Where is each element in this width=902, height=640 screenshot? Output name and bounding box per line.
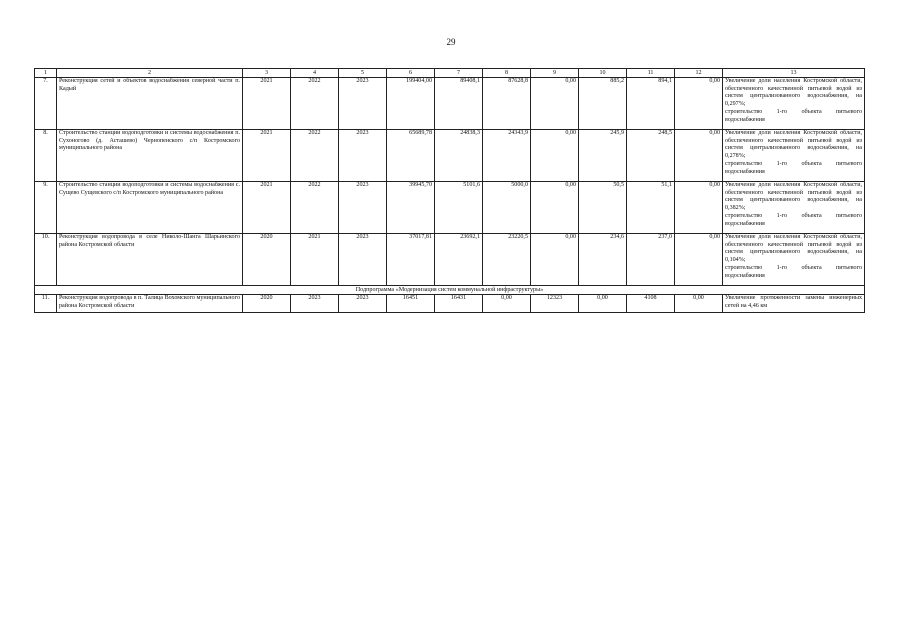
- middle-year: 2022: [291, 130, 339, 182]
- end-year: 2023: [339, 234, 387, 286]
- expected-result: [723, 182, 865, 234]
- extra-budget: 0,00: [675, 130, 723, 182]
- extra-budget: 0,00: [675, 234, 723, 286]
- estimated-cost: 16451: [387, 295, 435, 313]
- total-funding: 16431: [435, 295, 483, 313]
- start-year: 2020: [243, 234, 291, 286]
- object-name: Реконструкция водопровода в селе Николо-Шанга Шарьинского района Костромской области: [57, 234, 243, 286]
- column-header: 13: [723, 69, 865, 78]
- estimated-cost: 65689,78: [387, 130, 435, 182]
- subprogram-row: [35, 286, 865, 295]
- extra-budget: 0,00: [675, 78, 723, 130]
- result-text: Увеличение доли населения Костромской области, обеспеченного качественной питьевой водой из систем централизованного водоснабжения, на 0,297%;: [725, 78, 862, 108]
- other-sources: 51,1: [627, 182, 675, 234]
- column-header: 11: [627, 69, 675, 78]
- estimated-cost: 37017,81: [387, 234, 435, 286]
- expected-result: Увеличение протяженности замены инженерных сетей на 4,46 км: [723, 295, 865, 313]
- column-header: 12: [675, 69, 723, 78]
- total-funding: 89408,1: [435, 78, 483, 130]
- start-year: 2021: [243, 78, 291, 130]
- regional-budget: 0,00: [531, 78, 579, 130]
- column-header: 6: [387, 69, 435, 78]
- result-text-2: строительство 1-го объекта питьевого водоснабжения: [725, 108, 862, 123]
- other-sources: 248,5: [627, 130, 675, 182]
- start-year: 2021: [243, 130, 291, 182]
- result-text: Увеличение доли населения Костромской области, обеспеченного качественной питьевой водой из систем централизованного водоснабжения, на 0,278%;: [725, 130, 862, 160]
- federal-budget: 87628,8: [483, 78, 531, 130]
- column-header: 3: [243, 69, 291, 78]
- total-funding: 24838,3: [435, 130, 483, 182]
- table-row: [35, 234, 865, 286]
- local-budget: 234,6: [579, 234, 627, 286]
- column-header: 5: [339, 69, 387, 78]
- column-header: 7: [435, 69, 483, 78]
- expected-result: [723, 78, 865, 130]
- other-sources: 894,1: [627, 78, 675, 130]
- end-year: 2023: [339, 78, 387, 130]
- regional-budget: 12323: [531, 295, 579, 313]
- result-text: Увеличение доли населения Костромской области, обеспеченного качественной питьевой водой из систем централизованного водоснабжения, на 0,382%;: [725, 182, 862, 212]
- page-number: 29: [446, 37, 456, 47]
- column-header: 1: [35, 69, 57, 78]
- table-row: [35, 78, 865, 130]
- table-row: [35, 182, 865, 234]
- result-text: Увеличение доли населения Костромской области, обеспеченного качественной питьевой водой из систем централизованного водоснабжения, на 0,104%;: [725, 234, 862, 264]
- column-header: 8: [483, 69, 531, 78]
- total-funding: 5101,6: [435, 182, 483, 234]
- row-number: 7.: [35, 78, 57, 130]
- extra-budget: 0,00: [675, 295, 723, 313]
- table-row: [35, 130, 865, 182]
- object-name: Строительство станции водоподготовки и системы водоснабжения с. Сущево Сущевского с/п Костромского муниципального района: [57, 182, 243, 234]
- table-row: [35, 295, 865, 313]
- federal-budget: 5000,0: [483, 182, 531, 234]
- row-number: 9.: [35, 182, 57, 234]
- column-header: 10: [579, 69, 627, 78]
- local-budget: 0,00: [579, 295, 627, 313]
- expected-result: [723, 234, 865, 286]
- result-text-2: строительство 1-го объекта питьевого водоснабжения: [725, 264, 862, 279]
- middle-year: 2022: [291, 78, 339, 130]
- program-table: [34, 68, 865, 313]
- end-year: 2023: [339, 182, 387, 234]
- end-year: 2023: [339, 295, 387, 313]
- column-header: 4: [291, 69, 339, 78]
- middle-year: 2023: [291, 295, 339, 313]
- object-name: Реконструкция водопровода в п. Талица Вохомского муниципального района Костромской области: [57, 295, 243, 313]
- regional-budget: 0,00: [531, 182, 579, 234]
- column-number-row: [35, 69, 865, 78]
- other-sources: 4108: [627, 295, 675, 313]
- start-year: 2021: [243, 182, 291, 234]
- object-name: Строительство станции водоподготовки и системы водоснабжения п. Сухоногово (д. Асташево) Чернопенского с/п Костромского муниципального района: [57, 130, 243, 182]
- subprogram-title: Подпрограмма «Модернизация систем коммунальной инфраструктуры»: [35, 286, 865, 295]
- middle-year: 2021: [291, 234, 339, 286]
- row-number: 8.: [35, 130, 57, 182]
- local-budget: 50,5: [579, 182, 627, 234]
- federal-budget: 23220,5: [483, 234, 531, 286]
- regional-budget: 0,00: [531, 130, 579, 182]
- total-funding: 23692,1: [435, 234, 483, 286]
- column-header: 2: [57, 69, 243, 78]
- column-header: 9: [531, 69, 579, 78]
- other-sources: 237,0: [627, 234, 675, 286]
- federal-budget: 24343,9: [483, 130, 531, 182]
- federal-budget: 0,00: [483, 295, 531, 313]
- estimated-cost: 39945,70: [387, 182, 435, 234]
- result-text-2: строительство 1-го объекта питьевого водоснабжения: [725, 212, 862, 227]
- regional-budget: 0,00: [531, 234, 579, 286]
- middle-year: 2022: [291, 182, 339, 234]
- result-text-2: строительство 1-го объекта питьевого водоснабжения: [725, 160, 862, 175]
- object-name: Реконструкция сетей и объектов водоснабжения северной части п. Кадый: [57, 78, 243, 130]
- row-number: 11.: [35, 295, 57, 313]
- start-year: 2020: [243, 295, 291, 313]
- extra-budget: 0,00: [675, 182, 723, 234]
- local-budget: 245,9: [579, 130, 627, 182]
- end-year: 2023: [339, 130, 387, 182]
- expected-result: [723, 130, 865, 182]
- row-number: 10.: [35, 234, 57, 286]
- local-budget: 885,2: [579, 78, 627, 130]
- estimated-cost: 199404,00: [387, 78, 435, 130]
